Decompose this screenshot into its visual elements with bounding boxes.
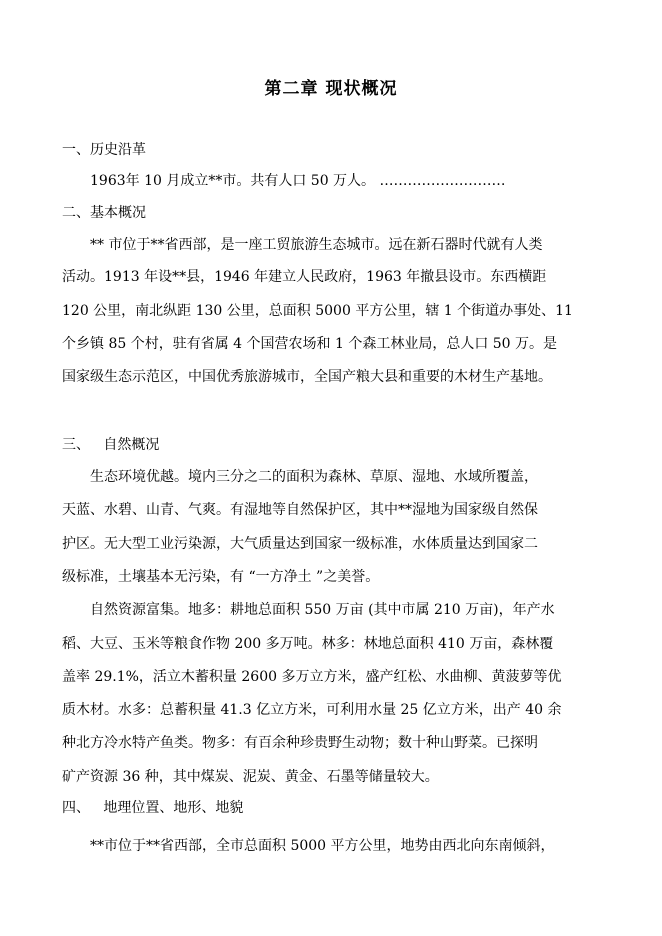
paragraph-line: 护区。无大型工业污染源，大气质量达到国家一级标准，水体质量达到国家二 — [62, 536, 538, 552]
chapter-title: 第二章 现状概况 — [264, 79, 398, 99]
paragraph-line: 稻、大豆、玉米等粮食作物 200 多万吨。林多：林地总面积 410 万亩，森林覆 — [62, 636, 554, 652]
paragraph-line: 种北方冷水特产鱼类。物多：有百余种珍贵野生动物；数十种山野菜。已探明 — [62, 735, 538, 751]
paragraph-line: 自然资源富集。地多：耕地总面积 550 万亩 (其中市属 210 万亩)，年产水 — [90, 602, 555, 618]
paragraph-line: 矿产资源 36 种，其中煤炭、泥炭、黄金、石墨等储量较大。 — [62, 769, 439, 785]
section-heading-geography: 四、 地理位置、地形、地貌 — [62, 800, 244, 816]
paragraph-line: 活动。1913 年设**县，1946 年建立人民政府，1963 年撤县设市。东西横距 — [62, 269, 547, 285]
section-heading-nature: 三、 自然概况 — [62, 437, 160, 453]
paragraph-line: 120 公里，南北纵距 130 公里，总面积 5000 平方公里，辖 1 个街道办事处、11 — [62, 303, 573, 319]
paragraph-line: 1963年 10 月成立**市。共有人口 50 万人。 ……………………… — [90, 173, 506, 189]
paragraph-line: ** 市位于**省西部，是一座工贸旅游生态城市。远在新石器时代就有人类 — [90, 237, 543, 253]
section-heading-overview: 二、基本概况 — [62, 205, 146, 221]
paragraph-line: **市位于**省西部，全市总面积 5000 平方公里，地势由西北向东南倾斜， — [90, 838, 555, 854]
paragraph-line: 个乡镇 85 个村，驻有省属 4 个国营农场和 1 个森工林业局，总人口 50 万。是 — [62, 336, 558, 352]
section-heading-history: 一、历史沿革 — [62, 142, 146, 158]
paragraph-line: 质木材。水多：总蓄积量 41.3 亿立方米，可利用水量 25 亿立方米，出产 40 余 — [62, 702, 562, 718]
paragraph-line: 生态环境优越。境内三分之二的面积为森林、草原、湿地、水域所覆盖， — [90, 469, 538, 485]
paragraph-line: 级标准，土壤基本无污染，有 “一方净土 ”之美誉。 — [62, 569, 380, 585]
paragraph-line: 国家级生态示范区，中国优秀旅游城市，全国产粮大县和重要的木材生产基地。 — [62, 369, 552, 385]
paragraph-line: 天蓝、水碧、山青、气爽。有湿地等自然保护区，其中**湿地为国家级自然保 — [62, 502, 538, 518]
paragraph-line: 盖率 29.1%，活立木蓄积量 2600 多万立方米，盛产红松、水曲柳、黄菠萝等优 — [62, 669, 562, 685]
